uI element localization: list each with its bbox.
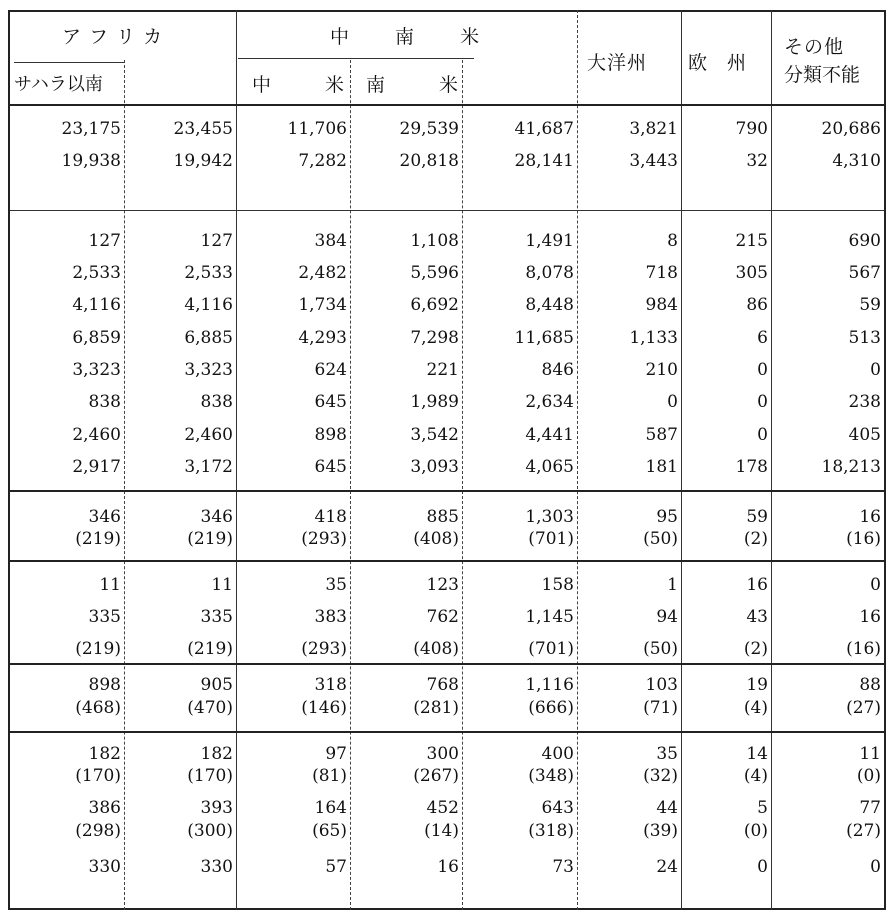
table-cell: (50)	[643, 639, 678, 659]
table-cell: 513	[848, 328, 881, 348]
table-cell: 0	[757, 425, 768, 445]
table-cell: 8,078	[525, 263, 574, 283]
table-cell: 103	[645, 675, 678, 695]
table-cell: (318)	[528, 821, 574, 841]
table-cell: 1,303	[525, 507, 574, 527]
table-cell: 898	[88, 675, 121, 695]
table-cell: 645	[314, 457, 347, 477]
table-cell: 23,455	[173, 119, 233, 139]
table-cell: 0	[870, 857, 881, 877]
table-cell: 3,323	[184, 360, 233, 380]
table-cell: 182	[200, 744, 233, 764]
table-cell: 386	[88, 798, 121, 818]
table-cell: 624	[314, 360, 347, 380]
table-cell: 690	[848, 231, 881, 251]
table-cell: 2,460	[184, 425, 233, 445]
table-cell: 5	[757, 798, 768, 818]
table-cell: 181	[645, 457, 678, 477]
table-rule	[10, 731, 884, 733]
table-cell: 23,175	[61, 119, 121, 139]
table-cell: (408)	[413, 639, 459, 659]
table-cell: 405	[848, 425, 881, 445]
table-cell: 0	[667, 392, 678, 412]
table-cell: (170)	[187, 766, 233, 786]
table-cell: 123	[426, 575, 459, 595]
table-cell: 383	[314, 607, 347, 627]
table-cell: 452	[426, 798, 459, 818]
header-oceania: 大洋州	[587, 52, 648, 74]
table-cell: 3,323	[72, 360, 121, 380]
table-cell: 20,686	[821, 119, 881, 139]
table-cell: (468)	[75, 698, 121, 718]
table-cell: 1,989	[410, 392, 459, 412]
table-cell: 1,116	[525, 675, 574, 695]
table-rule	[10, 560, 884, 562]
table-cell: 20,818	[399, 151, 459, 171]
table-cell: 127	[88, 231, 121, 251]
table-cell: 4,441	[525, 425, 574, 445]
table-cell: 335	[88, 607, 121, 627]
table-cell: (71)	[643, 698, 678, 718]
table-cell: (50)	[643, 529, 678, 549]
table-cell: (281)	[413, 698, 459, 718]
table-cell: 16	[437, 857, 459, 877]
table-rule	[238, 58, 474, 59]
table-cell: (146)	[301, 698, 347, 718]
table-cell: (14)	[424, 821, 459, 841]
table-cell: 7,282	[298, 151, 347, 171]
table-cell: 24	[656, 857, 678, 877]
table-cell: 8	[667, 231, 678, 251]
table-cell: 1,734	[298, 295, 347, 315]
table-cell: 3,172	[184, 457, 233, 477]
table-cell: (298)	[75, 821, 121, 841]
table-cell: 57	[325, 857, 347, 877]
table-cell: 16	[859, 507, 881, 527]
table-cell: 1,133	[629, 328, 678, 348]
table-cell: (300)	[187, 821, 233, 841]
table-cell: 3,093	[410, 457, 459, 477]
header-latin-america: 中 南 米	[330, 26, 481, 48]
table-cell: 97	[325, 744, 347, 764]
table-cell: 0	[870, 360, 881, 380]
header-other-line2: 分類不能	[784, 64, 861, 86]
table-cell: 77	[859, 798, 881, 818]
table-cell: 4,310	[832, 151, 881, 171]
table-cell: 4,116	[72, 295, 121, 315]
table-cell: 19	[746, 675, 768, 695]
table-cell: 984	[645, 295, 678, 315]
table-cell: 768	[426, 675, 459, 695]
table-cell: 300	[426, 744, 459, 764]
table-cell: 418	[314, 507, 347, 527]
header-europe: 欧 州	[688, 52, 748, 74]
table-cell: (39)	[643, 821, 678, 841]
table-cell: 35	[656, 744, 678, 764]
table-cell: 6,859	[72, 328, 121, 348]
table-cell: 3,443	[629, 151, 678, 171]
table-cell: (701)	[528, 529, 574, 549]
table-cell: (348)	[528, 766, 574, 786]
table-cell: 32	[746, 151, 768, 171]
table-cell: 16	[746, 575, 768, 595]
table-cell: (16)	[846, 529, 881, 549]
table-cell: 14	[746, 744, 768, 764]
table-cell: (293)	[301, 529, 347, 549]
table-cell: 59	[859, 295, 881, 315]
table-cell: 335	[200, 607, 233, 627]
table-rule	[462, 60, 463, 910]
table-cell: 215	[735, 231, 768, 251]
table-cell: (27)	[846, 698, 881, 718]
table-cell: 18,213	[821, 457, 881, 477]
table-cell: 400	[541, 744, 574, 764]
table-cell: 762	[426, 607, 459, 627]
table-cell: (219)	[75, 529, 121, 549]
table-cell: 221	[426, 360, 459, 380]
table-cell: 846	[541, 360, 574, 380]
table-cell: 2,533	[184, 263, 233, 283]
table-cell: 28,141	[514, 151, 574, 171]
table-cell: 6,692	[410, 295, 459, 315]
table-cell: 1	[667, 575, 678, 595]
table-cell: 718	[645, 263, 678, 283]
table-cell: 19,942	[173, 151, 233, 171]
table-cell: 838	[88, 392, 121, 412]
table-cell: 0	[870, 575, 881, 595]
table-cell: 3,542	[410, 425, 459, 445]
table-cell: 885	[426, 507, 459, 527]
table-cell: 4,116	[184, 295, 233, 315]
table-cell: 1,145	[525, 607, 574, 627]
table-cell: (701)	[528, 639, 574, 659]
table-cell: 44	[656, 798, 678, 818]
table-cell: 905	[200, 675, 233, 695]
table-cell: 73	[552, 857, 574, 877]
table-rule	[10, 210, 884, 211]
table-cell: 19,938	[61, 151, 121, 171]
table-cell: 164	[314, 798, 347, 818]
header-subsahara: サハラ以南	[14, 74, 103, 95]
table-cell: 95	[656, 507, 678, 527]
table-cell: (219)	[187, 639, 233, 659]
table-cell: 86	[746, 295, 768, 315]
table-cell: 88	[859, 675, 881, 695]
table-cell: 1,491	[525, 231, 574, 251]
table-cell: 645	[314, 392, 347, 412]
table-cell: 0	[757, 360, 768, 380]
table-cell: 3,821	[629, 119, 678, 139]
table-cell: (16)	[846, 639, 881, 659]
table-rule	[14, 62, 124, 63]
table-rule	[10, 490, 884, 492]
table-cell: 838	[200, 392, 233, 412]
table-cell: 94	[656, 607, 678, 627]
table-cell: 11,685	[514, 328, 574, 348]
table-cell: 346	[88, 507, 121, 527]
table-cell: 43	[746, 607, 768, 627]
table-cell: 11,706	[287, 119, 347, 139]
header-central-america: 中 米	[252, 74, 346, 96]
table-cell: (170)	[75, 766, 121, 786]
table-cell: 4,065	[525, 457, 574, 477]
table-cell: 35	[325, 575, 347, 595]
table-cell: 210	[645, 360, 678, 380]
table-rule	[10, 663, 884, 665]
table-cell: 2,634	[525, 392, 574, 412]
table-cell: 643	[541, 798, 574, 818]
table-cell: 7,298	[410, 328, 459, 348]
table-cell: (2)	[743, 529, 768, 549]
table-cell: 16	[859, 607, 881, 627]
table-cell: 0	[757, 392, 768, 412]
table-cell: (27)	[846, 821, 881, 841]
table-cell: 238	[848, 392, 881, 412]
table-cell: 318	[314, 675, 347, 695]
table-cell: 11	[99, 575, 121, 595]
table-cell: 178	[735, 457, 768, 477]
table-cell: (267)	[413, 766, 459, 786]
table-cell: (219)	[187, 529, 233, 549]
table-cell: 0	[757, 857, 768, 877]
header-south-america: 南 米	[366, 74, 460, 96]
table-cell: (4)	[743, 698, 768, 718]
table-cell: 2,917	[72, 457, 121, 477]
table-cell: (666)	[528, 698, 574, 718]
table-cell: 330	[200, 857, 233, 877]
table-cell: 5,596	[410, 263, 459, 283]
table-cell: 127	[200, 231, 233, 251]
table-cell: 393	[200, 798, 233, 818]
table-cell: 2,533	[72, 263, 121, 283]
table-rule	[10, 104, 884, 106]
table-cell: 384	[314, 231, 347, 251]
table-cell: 2,482	[298, 263, 347, 283]
table-cell: 11	[859, 744, 881, 764]
table-cell: 2,460	[72, 425, 121, 445]
table-cell: (219)	[75, 639, 121, 659]
table-cell: 346	[200, 507, 233, 527]
table-cell: 182	[88, 744, 121, 764]
table-cell: 29,539	[399, 119, 459, 139]
table-cell: (81)	[312, 766, 347, 786]
table-cell: 59	[746, 507, 768, 527]
table-cell: (0)	[856, 766, 881, 786]
table-cell: (408)	[413, 529, 459, 549]
table-cell: 41,687	[514, 119, 574, 139]
table-cell: (65)	[312, 821, 347, 841]
header-africa: ア フ リ カ	[62, 26, 164, 48]
table-cell: 6,885	[184, 328, 233, 348]
table-cell: (32)	[643, 766, 678, 786]
table-cell: (2)	[743, 639, 768, 659]
table-cell: (470)	[187, 698, 233, 718]
table-cell: 305	[735, 263, 768, 283]
table-cell: 790	[735, 119, 768, 139]
header-other-line1: その他	[784, 36, 845, 58]
table-cell: 1,108	[410, 231, 459, 251]
table-cell: 11	[211, 575, 233, 595]
table-cell: 8,448	[525, 295, 574, 315]
table-cell: 158	[541, 575, 574, 595]
table-cell: (293)	[301, 639, 347, 659]
table-cell: 587	[645, 425, 678, 445]
table-cell: 898	[314, 425, 347, 445]
table-cell: 6	[757, 328, 768, 348]
table-cell: (4)	[743, 766, 768, 786]
table-cell: 330	[88, 857, 121, 877]
table-cell: 4,293	[298, 328, 347, 348]
table-cell: (0)	[743, 821, 768, 841]
table-cell: 567	[848, 263, 881, 283]
